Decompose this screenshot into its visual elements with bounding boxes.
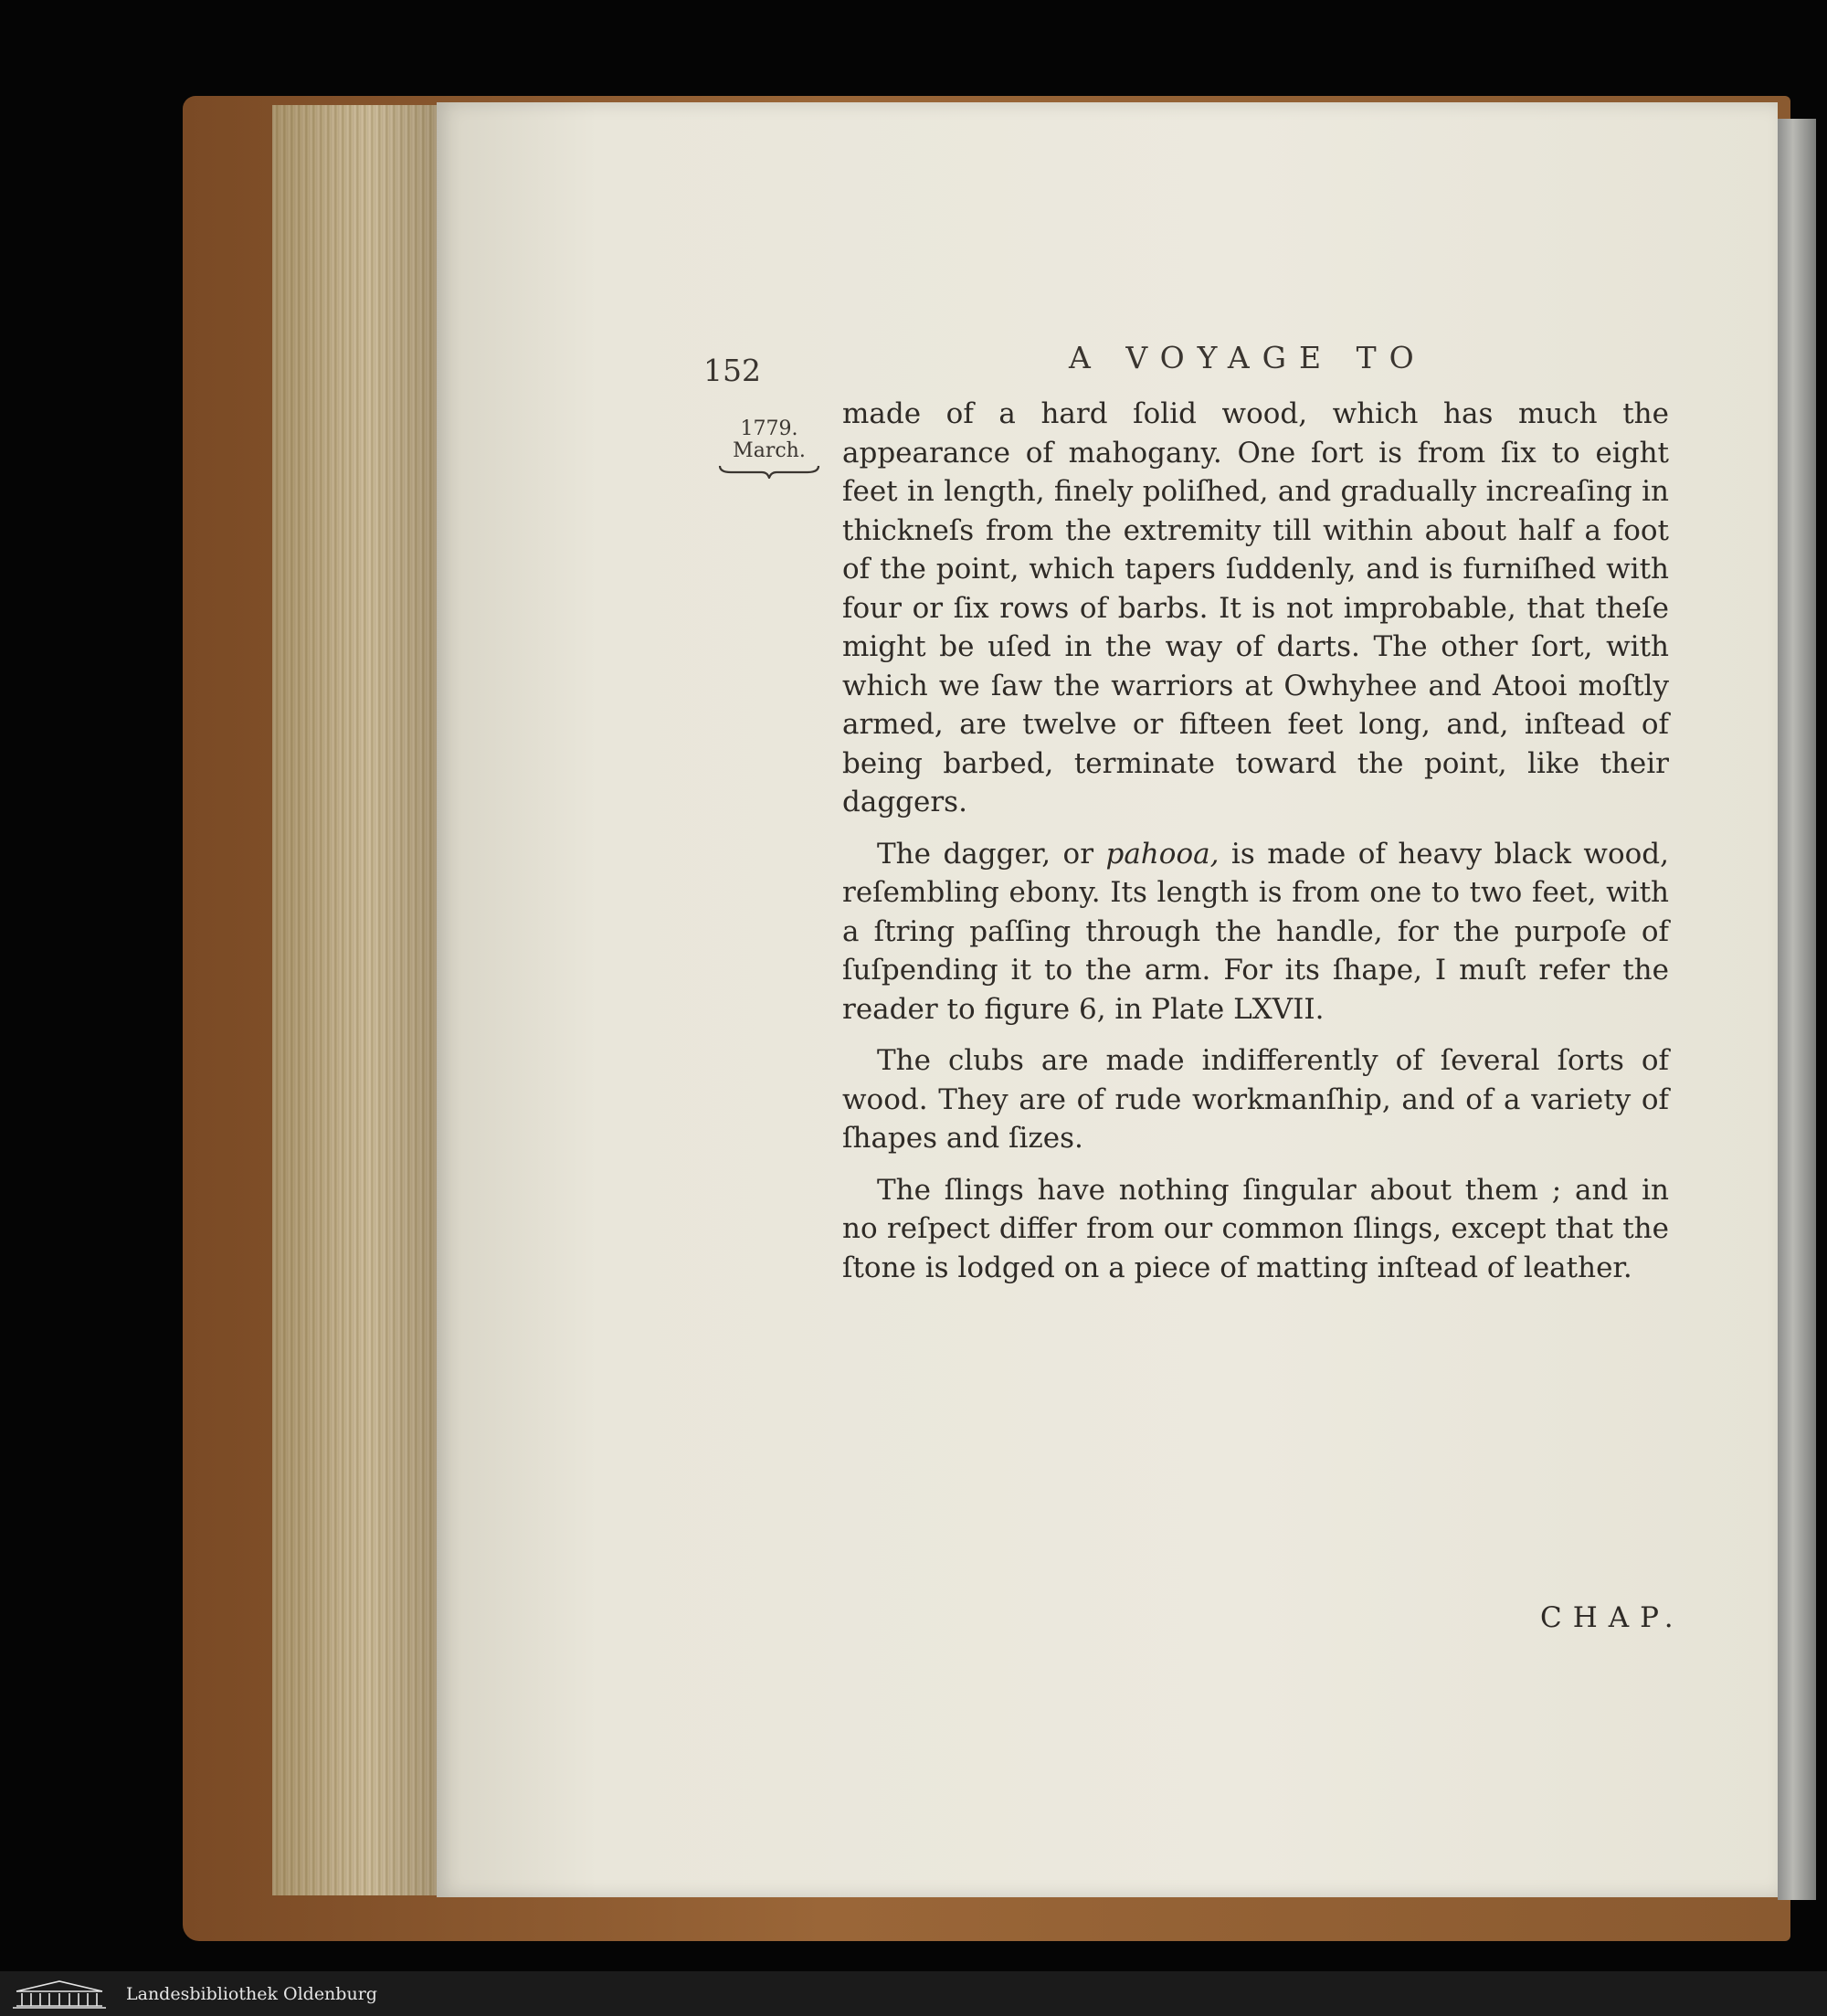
catchword: CHAP. (1540, 1601, 1684, 1634)
margin-note (714, 418, 824, 479)
body-text (842, 395, 1669, 1300)
paragraph-2-italic-term: pahooa, (1105, 837, 1220, 871)
running-head: A VOYAGE TO (1069, 340, 1427, 375)
page-edges-shade (272, 105, 437, 1895)
margin-month: March. (733, 439, 806, 462)
paragraph-3-text: The clubs are made indifferently of ſeveral ſorts of wood. They are of rude workmanſhip, and of a variety of ſhapes and ſizes. (842, 1044, 1669, 1155)
footer-bar (0, 1971, 1827, 2016)
brace-icon (718, 464, 820, 479)
margin-year: 1779. (740, 417, 798, 440)
paragraph-1-text: made of a hard ſolid wood, which has much the appearance of mahogany. One ſort is from ſix to eight feet in length, finely poliſhed, and gradually increaſing in thickneſs from the extremity till within about half a foot of the point, which tapers ſuddenly, and is furniſhed with four or ſix rows of barbs. It is not improbable, that theſe might be uſed in the way of darts. The other ſort, with which we ſaw the warriors at Owhyhee and Atooi moſtly armed, are twelve or fifteen feet long, and, inſtead of being barbed, terminate toward the point, like their daggers. (842, 397, 1669, 818)
paragraph-2-text-b: is made of heavy black wood, reſembling ebony. Its length is from one to two feet, with a ſtring paſſing through the handle, for the purpoſe of ſuſpending it to the arm. For its ſhape, I muſt refer the reader to figure 6, in Plate LXVII. (842, 837, 1669, 1026)
footer-institution-name: Landesbibliothek Oldenburg (126, 1983, 377, 2004)
facing-page-edge (1778, 119, 1816, 1900)
paragraph-3 (842, 1041, 1669, 1158)
paragraph-2 (842, 835, 1669, 1029)
paragraph-1 (842, 395, 1669, 822)
paragraph-4-text: The ſlings have nothing ſingular about them ; and in no reſpect differ from our common ſlings, except that the ſtone is lodged on a piece of matting inſtead of leather. (842, 1173, 1669, 1284)
library-building-logo-icon (9, 1979, 110, 2010)
paragraph-2-text-a: The dagger, or (877, 837, 1106, 871)
page-number: 152 (703, 353, 761, 388)
paragraph-4 (842, 1171, 1669, 1288)
